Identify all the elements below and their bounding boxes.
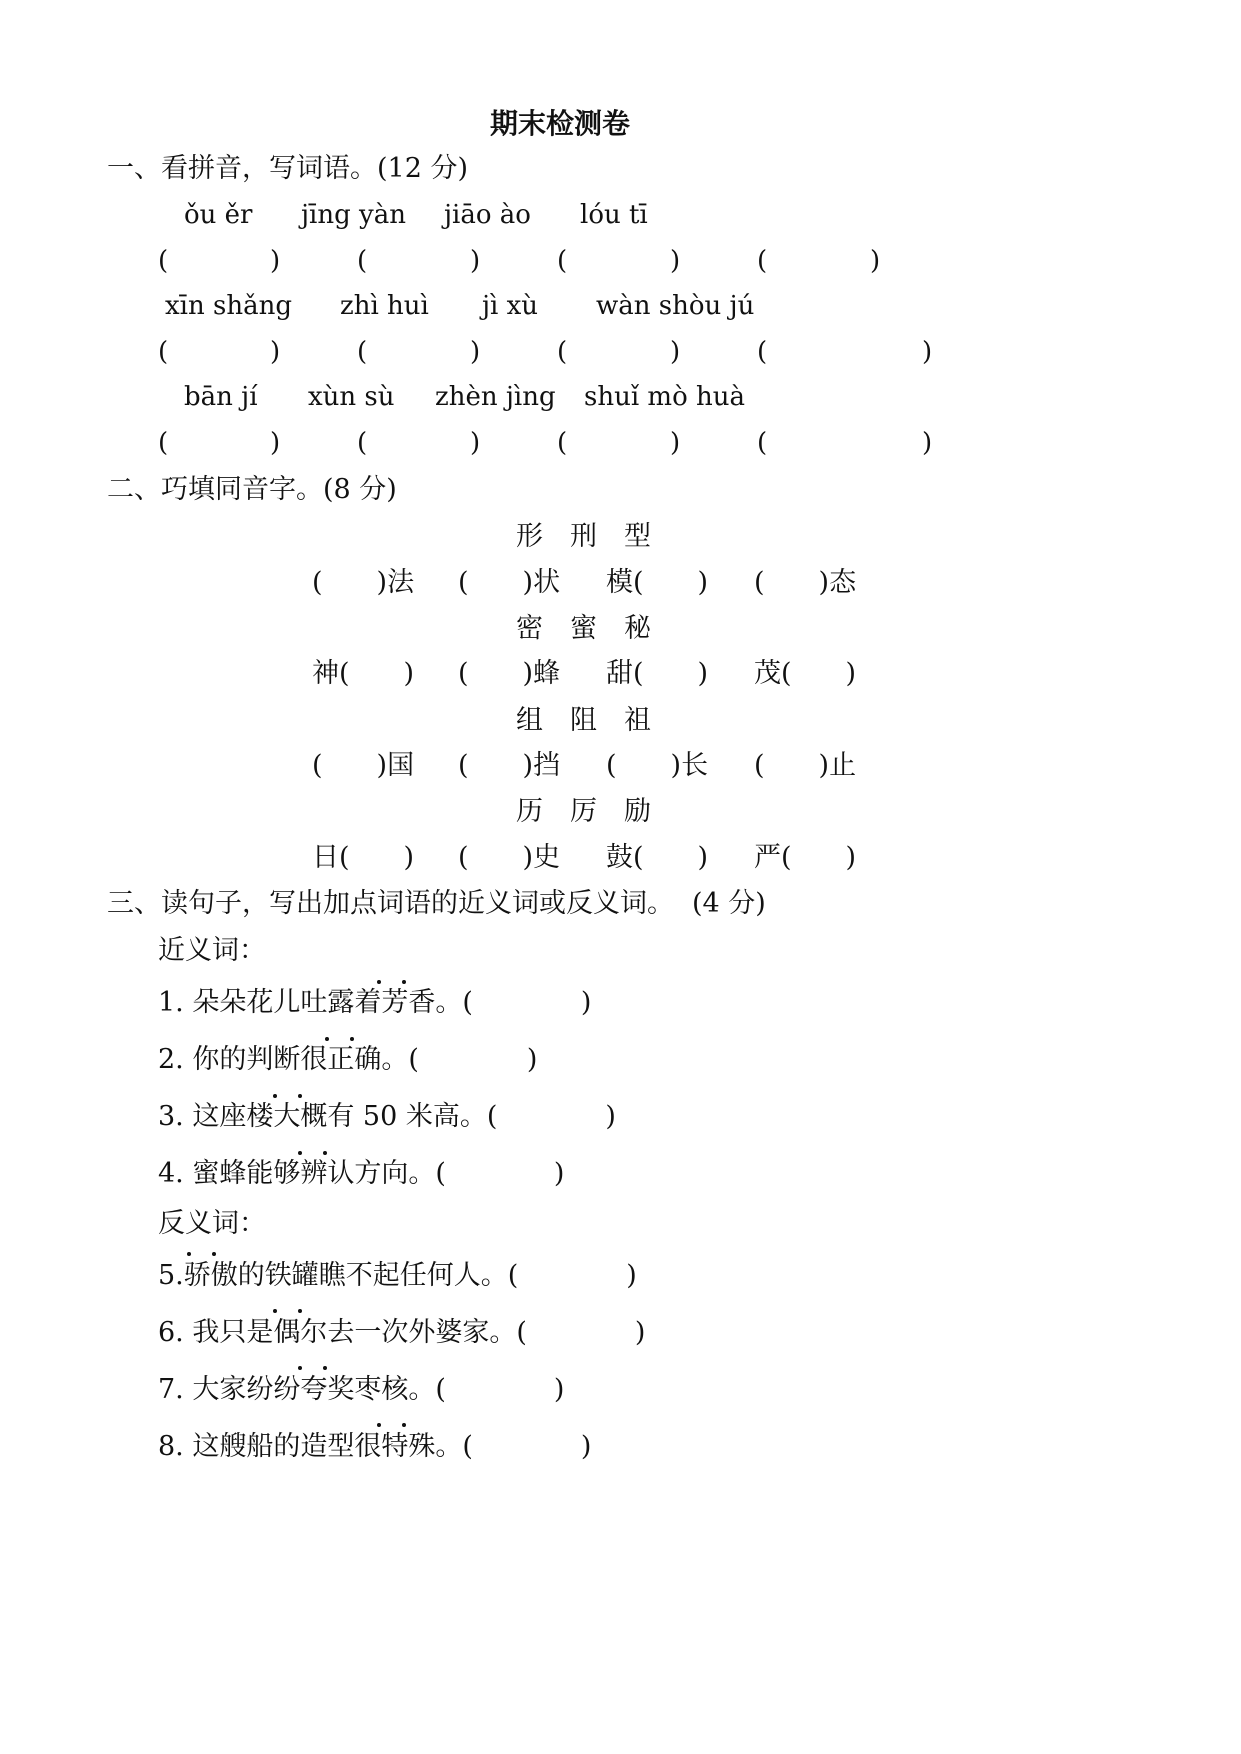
answer-paren-open: ( (357, 246, 368, 276)
emphasis-dot (377, 1423, 381, 1427)
fill-item: 模( ) (606, 567, 709, 598)
emphasis-dot (273, 1094, 277, 1098)
fill-item: 严( ) (754, 842, 857, 873)
question-5: 5.骄傲的铁罐瞧不起任何人。( ) (158, 1260, 637, 1291)
answer-paren-open: ( (757, 337, 768, 367)
fill-item: ( )状 (458, 567, 561, 598)
question-4: 4. 蜜蜂能够辨认方向。( ) (158, 1158, 565, 1189)
answer-paren-open: ( (757, 428, 768, 458)
emphasis-dot (350, 1037, 354, 1041)
emphasis-dot (273, 1309, 277, 1313)
question-7: 7. 大家纷纷夸奖枣核。( ) (158, 1374, 565, 1405)
answer-paren-open: ( (557, 337, 568, 367)
pinyin-2-2: zhì huì (340, 291, 429, 321)
emphasis-dot (212, 1252, 216, 1256)
section3-score: (4 分) (692, 888, 766, 919)
emphasis-dot (402, 980, 406, 984)
answer-paren-open: ( (557, 246, 568, 276)
emphasis-dot (187, 1252, 191, 1256)
answer-paren-open: ( (357, 337, 368, 367)
fill-item: 日( ) (312, 842, 415, 873)
answer-paren-close: ) (270, 337, 281, 367)
answer-paren-close: ) (670, 337, 681, 367)
homophone-chars-1: 形 刑 型 (516, 521, 651, 552)
question-2: 2. 你的判断很正确。( ) (158, 1044, 538, 1075)
pinyin-1-2: jīng yàn (301, 200, 406, 230)
fill-item: ( )蜂 (458, 658, 561, 689)
fill-item: 神( ) (312, 658, 415, 689)
homophone-chars-2: 密 蜜 秘 (516, 613, 651, 644)
emphasis-dot (325, 1037, 329, 1041)
emphasis-dot (402, 1423, 406, 1427)
answer-paren-close: ) (922, 337, 933, 367)
fill-item: ( )长 (606, 750, 709, 781)
answer-paren-close: ) (670, 428, 681, 458)
answer-paren-close: ) (922, 428, 933, 458)
emphasis-dot (298, 1309, 302, 1313)
pinyin-3-3: zhèn jìng (435, 382, 556, 412)
question-1: 1. 朵朵花儿吐露着芳香。( ) (158, 987, 592, 1018)
emphasis-dot (298, 1151, 302, 1155)
question-8: 8. 这艘船的造型很特殊。( ) (158, 1431, 592, 1462)
pinyin-2-3: jì xù (482, 291, 539, 321)
fill-item: ( )史 (458, 842, 561, 873)
emphasis-dot (377, 980, 381, 984)
emphasis-dot (323, 1366, 327, 1370)
answer-paren-open: ( (158, 428, 169, 458)
homophone-chars-4: 历 厉 励 (516, 796, 651, 827)
fill-item: ( )挡 (458, 750, 561, 781)
emphasis-dot (298, 1366, 302, 1370)
emphasis-dot (298, 1094, 302, 1098)
answer-paren-close: ) (870, 246, 881, 276)
fill-item: 茂( ) (754, 658, 857, 689)
fill-item: ( )态 (754, 567, 857, 598)
answer-paren-close: ) (670, 246, 681, 276)
question-3: 3. 这座楼大概有 50 米高。( ) (158, 1101, 616, 1132)
homophone-chars-3: 组 阻 祖 (516, 705, 651, 736)
pinyin-3-2: xùn sù (308, 382, 395, 412)
answer-paren-close: ) (270, 246, 281, 276)
answer-paren-close: ) (470, 337, 481, 367)
synonym-label: 近义词： (158, 935, 266, 966)
fill-item: 甜( ) (606, 658, 709, 689)
answer-paren-close: ) (270, 428, 281, 458)
pinyin-2-1: xīn shǎng (165, 291, 292, 321)
section1-heading: 一、看拼音，写词语。(12 分) (107, 153, 469, 184)
fill-item: ( )国 (312, 750, 415, 781)
emphasis-dot (323, 1151, 327, 1155)
section2-heading: 二、巧填同音字。(8 分) (107, 474, 397, 505)
answer-paren-open: ( (557, 428, 568, 458)
pinyin-2-4: wàn shòu jú (596, 291, 755, 321)
answer-paren-open: ( (158, 337, 169, 367)
pinyin-3-1: bān jí (184, 382, 258, 412)
pinyin-1-1: ǒu ěr (184, 200, 253, 230)
pinyin-1-4: lóu tī (580, 200, 648, 230)
answer-paren-open: ( (757, 246, 768, 276)
fill-item: 鼓( ) (606, 842, 709, 873)
antonym-label: 反义词： (158, 1208, 266, 1239)
section3-heading: 三、读句子，写出加点词语的近义词或反义词。 (107, 888, 674, 919)
question-6: 6. 我只是偶尔去一次外婆家。( ) (158, 1317, 646, 1348)
fill-item: ( )止 (754, 750, 857, 781)
answer-paren-open: ( (357, 428, 368, 458)
answer-paren-close: ) (470, 428, 481, 458)
answer-paren-close: ) (470, 246, 481, 276)
page-title: 期末检测卷 (490, 107, 631, 140)
fill-item: ( )法 (312, 567, 415, 598)
pinyin-1-3: jiāo ào (444, 200, 531, 230)
answer-paren-open: ( (158, 246, 169, 276)
pinyin-3-4: shuǐ mò huà (584, 382, 745, 412)
